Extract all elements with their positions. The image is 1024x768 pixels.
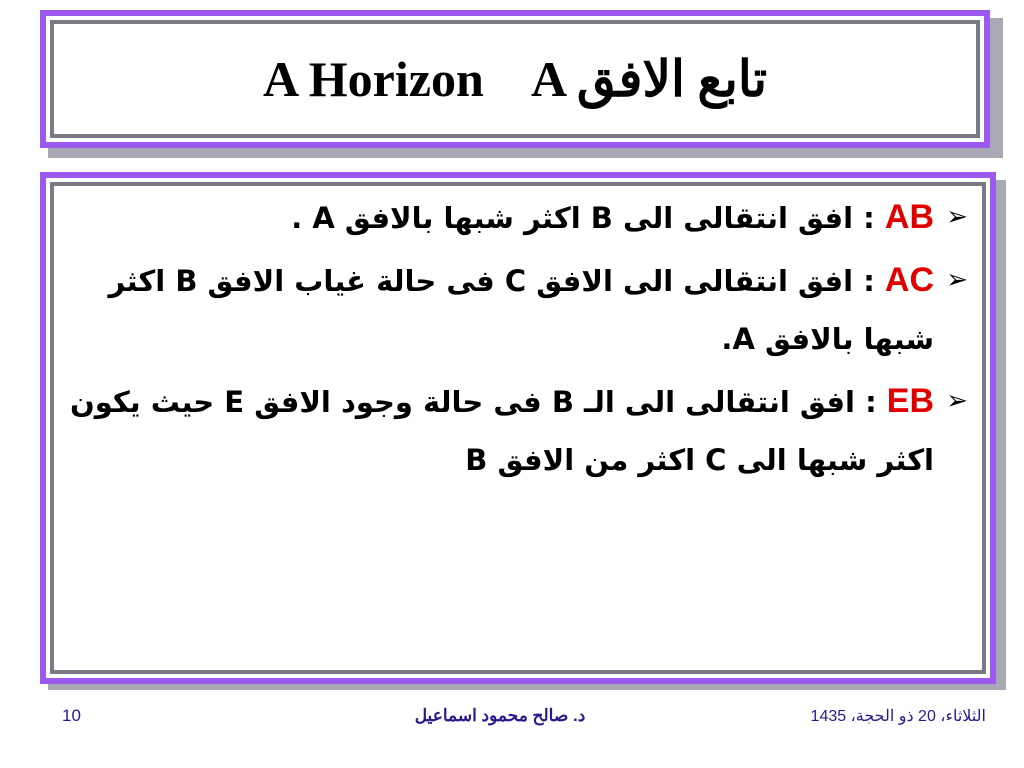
- title-frame: [40, 10, 990, 148]
- bullet-text: : افق انتقالى الى الافق C فى حالة غياب الافق B اكثر شبها بالافق A.: [108, 264, 934, 356]
- bullet-text: : افق انتقالى الى B اكثر شبها بالافق A .: [291, 201, 885, 235]
- page-number: 10: [62, 706, 81, 725]
- bullet-item-eb: [58, 372, 968, 489]
- bullet-text: : افق انتقالى الى الـ B فى حالة وجود الافق E حيث يكون اكثر شبها الى C اكثر من الافق B: [69, 385, 934, 477]
- bullet-list: [58, 188, 968, 493]
- arrow-bullet-icon: ➢: [946, 265, 968, 295]
- bullet-item-ac: [58, 251, 968, 368]
- arrow-bullet-icon: ➢: [946, 386, 968, 416]
- arrow-bullet-icon: ➢: [946, 202, 968, 232]
- slide-date: الثلاثاء، 20 ذو الحجة، 1435: [810, 708, 986, 725]
- slide-title: A Horizon A تابع الافق: [262, 51, 768, 107]
- horizon-code: EB: [886, 382, 934, 420]
- author-name: د. صالح محمود اسماعيل: [414, 706, 586, 725]
- horizon-code: AC: [884, 261, 934, 299]
- bullet-item-ab: [58, 188, 968, 247]
- horizon-code: AB: [884, 198, 934, 236]
